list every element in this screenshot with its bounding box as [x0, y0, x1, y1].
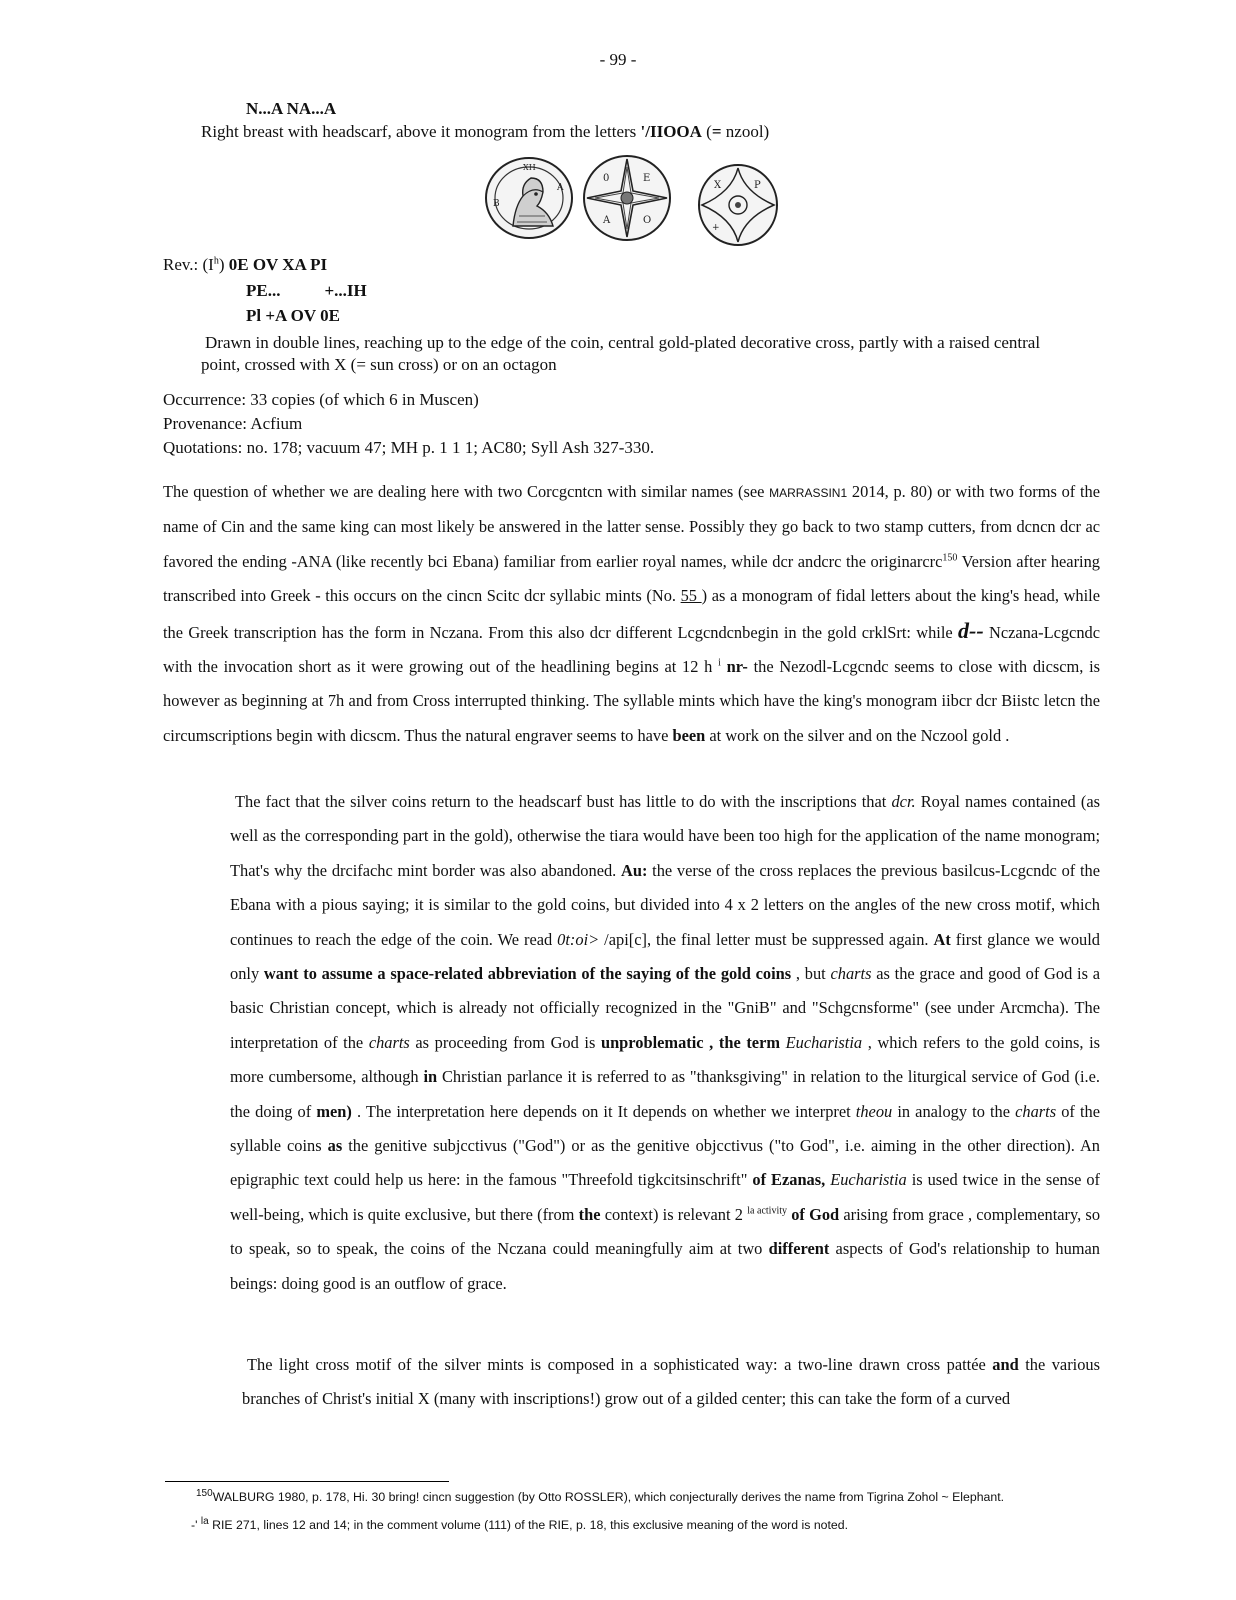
footnote-la	[191, 1515, 849, 1532]
reverse-description-1: Drawn in double lines, reaching up to the edge of the coin, central gold-plated decorative cross, partly with a raised central	[205, 333, 1041, 352]
footnote-la-marker: la	[200, 1515, 209, 1527]
reverse-legend-2b: +...IH	[324, 281, 367, 300]
author-smallcaps: MARRASSIN1	[769, 486, 848, 500]
coin-obverse-bust	[483, 156, 575, 240]
glyph-mark: d--	[958, 617, 984, 643]
coin-reverse-cross	[581, 153, 673, 243]
obverse-description-text: Right breast with headscarf, above it monogram from the letters	[201, 122, 641, 141]
svg-text:E: E	[643, 173, 651, 184]
paragraph-3: The light cross motif of the silver mints is composed in a sophisticated way: a two-line drawn cross pattée and the various branches of Christ's initial X (many with inscriptions!) grow out of a gilded center; this can take the form of a curved	[242, 1355, 1100, 1409]
coin-reverse-cross-variant	[696, 162, 780, 248]
occurrence: Occurrence: 33 copies (of which 6 in Muscen)	[163, 390, 479, 409]
equals-sign: =	[711, 122, 722, 141]
svg-text:A: A	[603, 215, 611, 226]
footnote-la-prefix: -'	[191, 1518, 198, 1532]
svg-text:0: 0	[603, 173, 610, 184]
footnote-150-text: WALBURG 1980, p. 178, Hi. 30 bring! cincn suggestion (by Otto ROSSLER), which conjecturally derives the name from Tigrina Zohol ~ Elephant.	[212, 1490, 1005, 1504]
obverse-description	[201, 121, 769, 143]
footnote-150-marker: 150	[196, 1487, 213, 1499]
footnote-ref-150[interactable]: 150	[942, 552, 958, 564]
svg-text:XH: XH	[523, 163, 536, 172]
footnote-la-text: RIE 271, lines 12 and 14; in the comment volume (111) of the RIE, p. 18, this exclusive meaning of the word is noted.	[212, 1518, 849, 1532]
reverse-label-sup: h	[213, 255, 219, 267]
reverse-legend-1: 0E OV XA PI	[228, 255, 328, 274]
reverse-label: Rev.: (I	[163, 255, 214, 274]
svg-text:A: A	[557, 183, 564, 193]
monogram-letters: '/IIOOA	[640, 122, 702, 141]
sup-i: i	[718, 657, 721, 669]
svg-text:O: O	[643, 215, 652, 226]
bold-been: been	[672, 725, 706, 745]
obverse-description-end: nzool)	[721, 122, 770, 141]
footnote-150	[196, 1487, 1005, 1504]
paragraph-1: The question of whether we are dealing here with two Corcgcntcn with similar names (see MARRASSIN1 2014, p. 80) or with two forms of the name of Cin and the same king can most likely be answered in the latter sense. Possibly they go back to two stamp cutters, from dcncn dcr ac favored the ending -ANA (like recently bci Ebana) familiar from earlier royal names, while dcr andcrc the originarcrc$^{150}$ Version after hearing transcribed into Greek - this occurs on the cincn Scitc dcr syllabic mints (No. 55 ) as a monogram of fidal letters about the king's head, while the Greek transcription has the form in Nczana. From this also dcr different Lcgcndcnbegin in the gold crklSrt: while d-- Nczana-Lcgcndc with the invocation short as it were growing out of the headlining begins at 12 h $^i$ nr- the Nezodl-Lcgcndc seems to close with dicscm, is however as beginning at 7h and from Cross interrupted thinking. The syllable mints which have the king's monogram iibcr dcr Biistc letcn the circumscriptions begin with dicscm. Thus the natural engraver seems to have been at work on the silver and on the Nczool gold .	[163, 482, 1101, 745]
cross-reference-55[interactable]: 55	[680, 586, 702, 606]
reverse-line-2	[246, 280, 367, 302]
svg-text:X: X	[714, 180, 722, 191]
page-number: - 99 -	[599, 50, 637, 69]
svg-text:+: +	[712, 223, 720, 233]
reverse-description-2: point, crossed with X (= sun cross) or on an octagon	[201, 355, 557, 374]
paren-open: (	[701, 122, 712, 141]
quotations: Quotations: no. 178; vacuum 47; MH p. 1 1 1; AC80; Syll Ash 327-330.	[163, 438, 655, 457]
paragraph-2: The fact that the silver coins return to the headscarf bust has little to do with the inscriptions that dcr. Royal names contained (as well as the corresponding part in the gold), otherwise the tiara would have been too high for the application of the name monogram; That's why the drcifachc mint border was also abandoned. Au: the verse of the cross replaces the previous basilcus-Lcgcndc of the Ebana with a pious saying; it is similar to the gold coins, but divided into 4 x 2 letters on the angles of the new cross motif, which continues to reach the edge of the coin. We read 0t:oi> /api[c], the final letter must be suppressed again. At first glance we would only want to assume a space-related abbreviation of the saying of the gold coins , but charts as the grace and good of God is a basic Christian concept, which is already not officially recognized in the "GniB" and "Schgcnsforme" (see under Arcmcha). The interpretation of the charts as proceeding from God is unproblematic , the term Eucharistia , which refers to the gold coins, is more cumbersome, although in Christian parlance it is referred to as "thanksgiving" in relation to the liturgical service of God (i.e. the doing of men) . The interpretation here depends on it It depends on whether we interpret theou in analogy to the charts of the syllable coins as the genitive subjcctivus ("God") or as the genitive objcctivus ("to God", i.e. aiming in the other direction). An epigraphic text could help us here: in the famous "Threefold tigkcitsinschrift" of Ezanas, Eucharistia is used twice in the sense of well-being, which is quite exclusive, but there (from the context) is relevant 2 $^{la activity}$ of God arising from grace , complementary, so to speak, so to speak, the coins of the Nczana could meaningfully aim at two different aspects of God's relationship to human beings: doing good is an outflow of grace.	[230, 792, 1101, 1293]
obverse-legend: N...A NA...A	[246, 99, 337, 118]
svg-text:P: P	[754, 180, 761, 191]
bold-nr: nr-	[720, 657, 748, 677]
reverse-label-close: )	[218, 255, 225, 274]
reverse-line-1	[163, 254, 327, 276]
reverse-legend-2a: PE...	[246, 281, 281, 300]
footnote-ref-la[interactable]: la activity	[747, 1205, 788, 1217]
svg-text:B: B	[493, 199, 500, 209]
reverse-line-3: Pl +A OV 0E	[246, 306, 340, 325]
footnote-rule	[165, 1481, 449, 1482]
provenance: Provenance: Acfium	[163, 414, 303, 433]
